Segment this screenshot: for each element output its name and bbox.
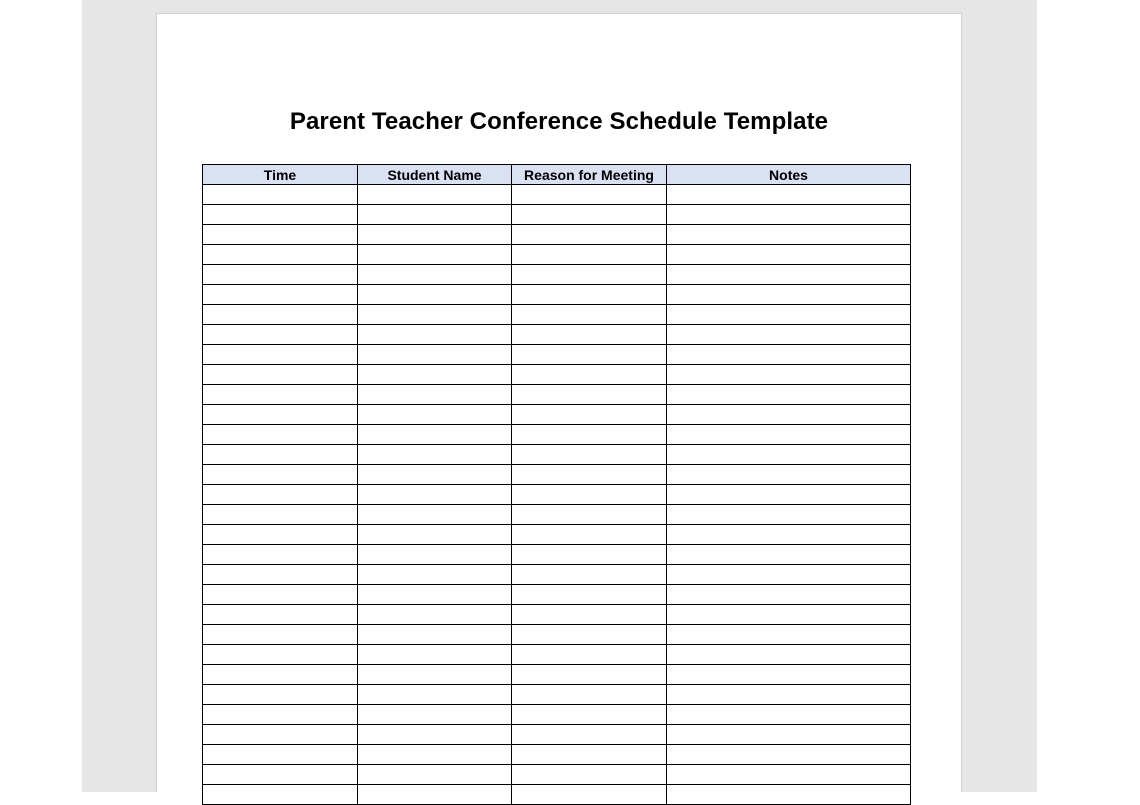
notes-cell[interactable] — [667, 705, 911, 725]
table-row — [203, 645, 911, 665]
table-row — [203, 725, 911, 745]
notes-cell[interactable] — [667, 225, 911, 245]
table-row — [203, 465, 911, 485]
notes-cell[interactable] — [667, 365, 911, 385]
student-name-cell[interactable] — [358, 205, 512, 225]
time-cell[interactable] — [203, 665, 358, 685]
notes-cell[interactable] — [667, 785, 911, 805]
time-cell[interactable] — [203, 345, 358, 365]
table-row — [203, 565, 911, 585]
notes-cell[interactable] — [667, 645, 911, 665]
time-cell[interactable] — [203, 725, 358, 745]
reason-cell[interactable] — [512, 505, 667, 525]
time-cell[interactable] — [203, 185, 358, 205]
time-cell[interactable] — [203, 565, 358, 585]
notes-cell[interactable] — [667, 725, 911, 745]
student-name-cell[interactable] — [358, 585, 512, 605]
notes-cell[interactable] — [667, 405, 911, 425]
column-header-notes: Notes — [667, 165, 911, 185]
time-cell[interactable] — [203, 305, 358, 325]
time-cell[interactable] — [203, 605, 358, 625]
reason-cell[interactable] — [512, 785, 667, 805]
table-row — [203, 325, 911, 345]
column-header-time: Time — [203, 165, 358, 185]
table-header-row — [203, 165, 911, 185]
notes-cell[interactable] — [667, 205, 911, 225]
reason-cell[interactable] — [512, 465, 667, 485]
table-row — [203, 605, 911, 625]
reason-cell[interactable] — [512, 685, 667, 705]
notes-cell[interactable] — [667, 485, 911, 505]
table-row — [203, 185, 911, 205]
reason-cell[interactable] — [512, 725, 667, 745]
table-row — [203, 305, 911, 325]
table-row — [203, 425, 911, 445]
table-row — [203, 445, 911, 465]
time-cell[interactable] — [203, 425, 358, 445]
student-name-cell[interactable] — [358, 765, 512, 785]
reason-cell[interactable] — [512, 285, 667, 305]
table-row — [203, 665, 911, 685]
notes-cell[interactable] — [667, 765, 911, 785]
notes-cell[interactable] — [667, 745, 911, 765]
reason-cell[interactable] — [512, 365, 667, 385]
page-title: Parent Teacher Conference Schedule Template — [289, 108, 829, 135]
time-cell[interactable] — [203, 765, 358, 785]
student-name-cell[interactable] — [358, 305, 512, 325]
notes-cell[interactable] — [667, 265, 911, 285]
table-row — [203, 385, 911, 405]
table-row — [203, 705, 911, 725]
student-name-cell[interactable] — [358, 225, 512, 245]
student-name-cell[interactable] — [358, 245, 512, 265]
student-name-cell[interactable] — [358, 185, 512, 205]
reason-cell[interactable] — [512, 385, 667, 405]
student-name-cell[interactable] — [358, 345, 512, 365]
time-cell[interactable] — [203, 685, 358, 705]
notes-cell[interactable] — [667, 685, 911, 705]
reason-cell[interactable] — [512, 205, 667, 225]
table-row — [203, 485, 911, 505]
table-row — [203, 225, 911, 245]
reason-cell[interactable] — [512, 705, 667, 725]
notes-cell[interactable] — [667, 245, 911, 265]
student-name-cell[interactable] — [358, 265, 512, 285]
table-row — [203, 625, 911, 645]
student-name-cell[interactable] — [358, 565, 512, 585]
table-row — [203, 405, 911, 425]
notes-cell[interactable] — [667, 545, 911, 565]
time-cell[interactable] — [203, 365, 358, 385]
reason-cell[interactable] — [512, 345, 667, 365]
schedule-table — [202, 164, 911, 805]
reason-cell[interactable] — [512, 525, 667, 545]
student-name-cell[interactable] — [358, 745, 512, 765]
reason-cell[interactable] — [512, 425, 667, 445]
table-row — [203, 545, 911, 565]
student-name-cell[interactable] — [358, 325, 512, 345]
reason-cell[interactable] — [512, 445, 667, 465]
student-name-cell[interactable] — [358, 405, 512, 425]
table-row — [203, 265, 911, 285]
student-name-cell[interactable] — [358, 445, 512, 465]
table-row — [203, 505, 911, 525]
student-name-cell[interactable] — [358, 785, 512, 805]
time-cell[interactable] — [203, 745, 358, 765]
time-cell[interactable] — [203, 705, 358, 725]
notes-cell[interactable] — [667, 565, 911, 585]
time-cell[interactable] — [203, 645, 358, 665]
student-name-cell[interactable] — [358, 425, 512, 445]
reason-cell[interactable] — [512, 485, 667, 505]
time-cell[interactable] — [203, 485, 358, 505]
table-row — [203, 525, 911, 545]
notes-cell[interactable] — [667, 505, 911, 525]
reason-cell[interactable] — [512, 625, 667, 645]
reason-cell[interactable] — [512, 745, 667, 765]
table-row — [203, 785, 911, 805]
student-name-cell[interactable] — [358, 385, 512, 405]
time-cell[interactable] — [203, 385, 358, 405]
student-name-cell[interactable] — [358, 725, 512, 745]
student-name-cell[interactable] — [358, 685, 512, 705]
student-name-cell[interactable] — [358, 485, 512, 505]
time-cell[interactable] — [203, 505, 358, 525]
student-name-cell[interactable] — [358, 285, 512, 305]
student-name-cell[interactable] — [358, 605, 512, 625]
column-header-student-name: Student Name — [358, 165, 512, 185]
reason-cell[interactable] — [512, 265, 667, 285]
reason-cell[interactable] — [512, 245, 667, 265]
time-cell[interactable] — [203, 405, 358, 425]
reason-cell[interactable] — [512, 185, 667, 205]
notes-cell[interactable] — [667, 585, 911, 605]
table-row — [203, 285, 911, 305]
student-name-cell[interactable] — [358, 465, 512, 485]
notes-cell[interactable] — [667, 605, 911, 625]
time-cell[interactable] — [203, 265, 358, 285]
time-cell[interactable] — [203, 465, 358, 485]
notes-cell[interactable] — [667, 385, 911, 405]
student-name-cell[interactable] — [358, 645, 512, 665]
notes-cell[interactable] — [667, 285, 911, 305]
notes-cell[interactable] — [667, 305, 911, 325]
reason-cell[interactable] — [512, 645, 667, 665]
time-cell[interactable] — [203, 245, 358, 265]
reason-cell[interactable] — [512, 665, 667, 685]
student-name-cell[interactable] — [358, 625, 512, 645]
table-row — [203, 765, 911, 785]
reason-cell[interactable] — [512, 565, 667, 585]
time-cell[interactable] — [203, 525, 358, 545]
reason-cell[interactable] — [512, 305, 667, 325]
reason-cell[interactable] — [512, 225, 667, 245]
reason-cell[interactable] — [512, 605, 667, 625]
time-cell[interactable] — [203, 585, 358, 605]
notes-cell[interactable] — [667, 445, 911, 465]
time-cell[interactable] — [203, 445, 358, 465]
time-cell[interactable] — [203, 625, 358, 645]
time-cell[interactable] — [203, 785, 358, 805]
time-cell[interactable] — [203, 205, 358, 225]
table-row — [203, 685, 911, 705]
table-row — [203, 745, 911, 765]
student-name-cell[interactable] — [358, 665, 512, 685]
column-header-reason-for-meeting: Reason for Meeting — [512, 165, 667, 185]
table-body — [203, 185, 911, 805]
notes-cell[interactable] — [667, 325, 911, 345]
notes-cell[interactable] — [667, 625, 911, 645]
notes-cell[interactable] — [667, 465, 911, 485]
notes-cell[interactable] — [667, 525, 911, 545]
student-name-cell[interactable] — [358, 545, 512, 565]
time-cell[interactable] — [203, 225, 358, 245]
table-row — [203, 365, 911, 385]
table-row — [203, 345, 911, 365]
notes-cell[interactable] — [667, 665, 911, 685]
time-cell[interactable] — [203, 325, 358, 345]
table-row — [203, 245, 911, 265]
reason-cell[interactable] — [512, 545, 667, 565]
student-name-cell[interactable] — [358, 365, 512, 385]
time-cell[interactable] — [203, 285, 358, 305]
reason-cell[interactable] — [512, 765, 667, 785]
reason-cell[interactable] — [512, 585, 667, 605]
reason-cell[interactable] — [512, 325, 667, 345]
student-name-cell[interactable] — [358, 505, 512, 525]
time-cell[interactable] — [203, 545, 358, 565]
student-name-cell[interactable] — [358, 705, 512, 725]
notes-cell[interactable] — [667, 185, 911, 205]
notes-cell[interactable] — [667, 425, 911, 445]
notes-cell[interactable] — [667, 345, 911, 365]
reason-cell[interactable] — [512, 405, 667, 425]
student-name-cell[interactable] — [358, 525, 512, 545]
table-row — [203, 205, 911, 225]
table-row — [203, 585, 911, 605]
